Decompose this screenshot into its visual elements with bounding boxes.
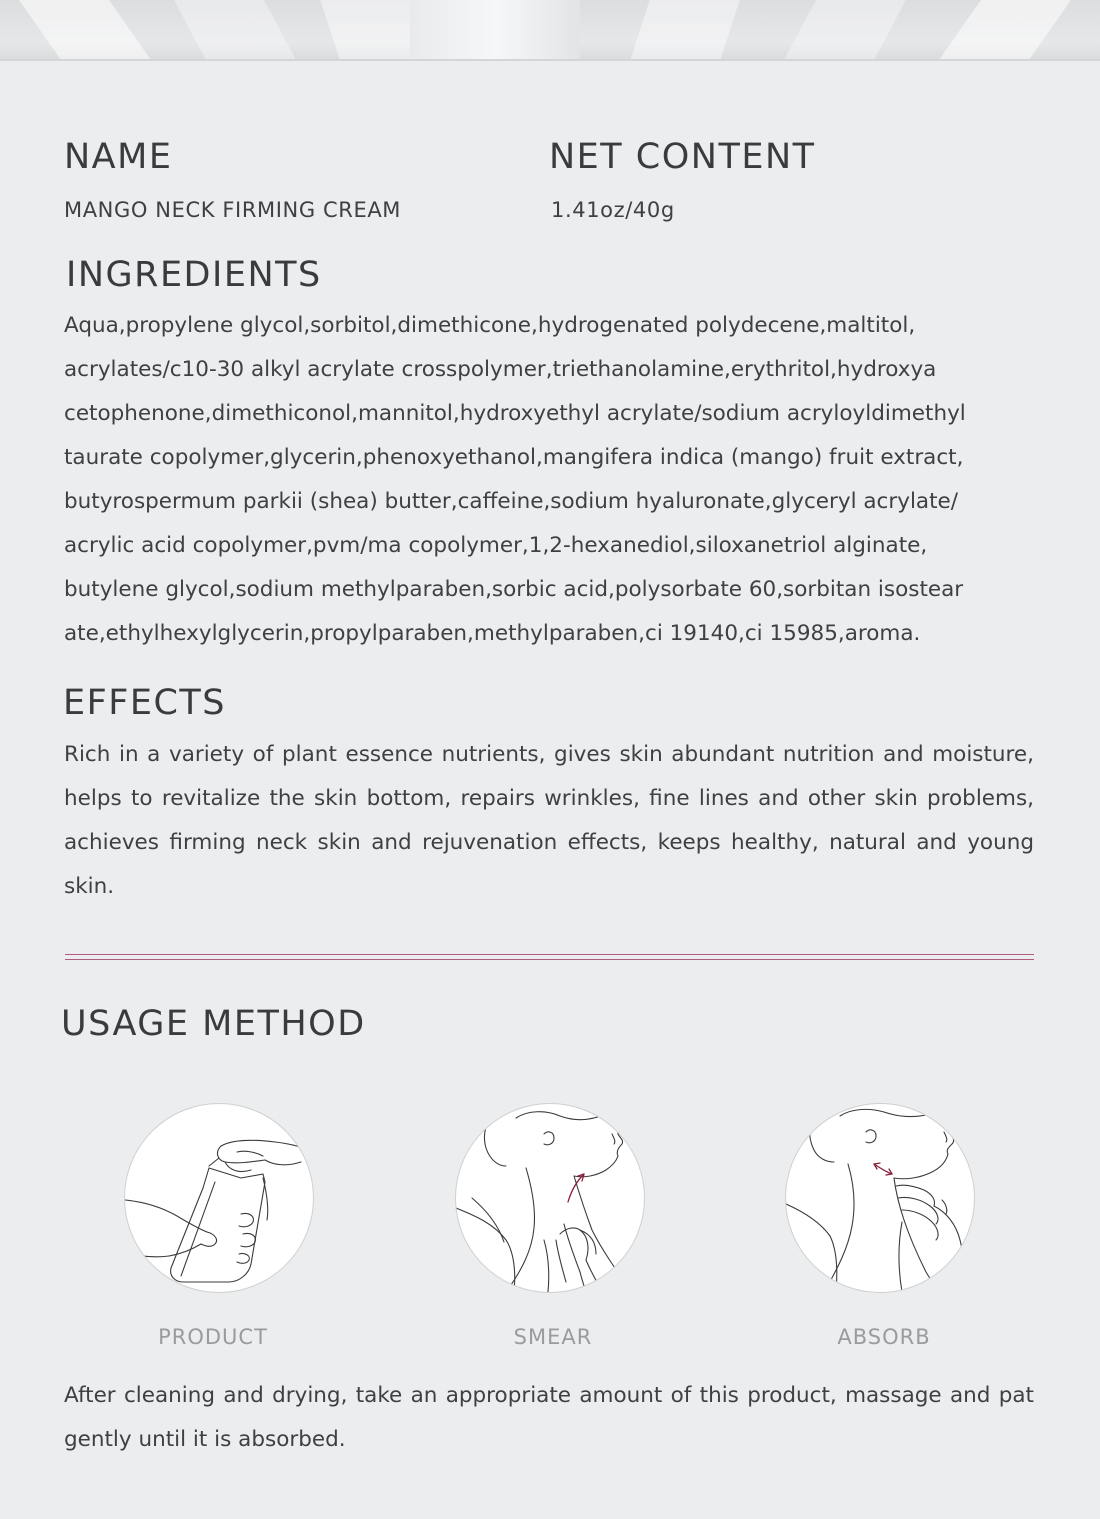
usage-text: After cleaning and drying, take an appropriate amount of this product, massage and pat gently until it is absorbed. [64, 1383, 1034, 1452]
ingredients-line: butyrospermum parkii (shea) butter,caffeine,sodium hyaluronate,glyceryl acrylate/ [64, 489, 958, 514]
light-ray [153, 0, 317, 61]
net-content-heading: NET CONTENT [549, 137, 816, 177]
ingredients-line: taurate copolymer,glycerin,phenoxyethanol,mangifera indica (mango) fruit extract, [64, 445, 964, 470]
divider-line [65, 954, 1034, 955]
ingredients-line: Aqua,propylene glycol,sorbitol,dimethicone,hydrogenated polydecene,maltitol, [64, 313, 916, 338]
light-ray [617, 0, 752, 61]
step-absorb-label: ABSORB [837, 1325, 931, 1349]
ingredients-line: butylene glycol,sodium methylparaben,sorbic acid,polysorbate 60,sorbitan isostear [64, 577, 964, 602]
step-absorb-circle [785, 1103, 975, 1293]
neck-smear-icon [456, 1104, 644, 1292]
light-ray [763, 0, 927, 61]
product-bottle-bottom [410, 0, 580, 61]
ingredients-line: acrylates/c10-30 alkyl acrylate crosspolymer,triethanolamine,erythritol,hydroxya [64, 357, 937, 382]
hand-holding-tube-icon [125, 1104, 313, 1292]
ingredients-heading: INGREDIENTS [66, 255, 322, 295]
divider-line [65, 959, 1034, 960]
light-ray [911, 0, 1099, 61]
effects-heading: EFFECTS [63, 683, 227, 723]
step-product-label: PRODUCT [158, 1325, 268, 1349]
top-product-image-strip [0, 0, 1100, 61]
ingredients-line: cetophenone,dimethiconol,mannitol,hydroxyethyl acrylate/sodium acryloyldimethyl [64, 401, 966, 426]
step-absorb [785, 1103, 975, 1293]
name-heading: NAME [64, 137, 173, 177]
section-divider [65, 954, 1034, 960]
ingredients-text [64, 304, 1064, 656]
effects-text: Rich in a variety of plant essence nutrients, gives skin abundant nutrition and moisture, helps to revitalize the skin bottom, repairs wrinkles, fine lines and other skin problems, achieves firming neck skin and rejuvenation effects, keeps healthy, natural and young skin. [64, 742, 1034, 899]
product-name: MANGO NECK FIRMING CREAM [64, 198, 401, 222]
usage-method-heading: USAGE METHOD [61, 1004, 366, 1044]
step-smear [455, 1103, 645, 1293]
step-product [124, 1103, 314, 1293]
step-product-circle [124, 1103, 314, 1293]
ingredients-line: ate,ethylhexylglycerin,propylparaben,methylparaben,ci 19140,ci 15985,aroma. [64, 621, 921, 646]
net-content-value: 1.41oz/40g [551, 198, 675, 222]
neck-absorb-icon [786, 1104, 974, 1292]
strip-edge [0, 59, 1100, 61]
step-smear-label: SMEAR [513, 1325, 593, 1349]
step-smear-circle [455, 1103, 645, 1293]
ingredients-line: acrylic acid copolymer,pvm/ma copolymer,1,2-hexanediol,siloxanetriol alginate, [64, 533, 928, 558]
light-ray [0, 0, 179, 61]
